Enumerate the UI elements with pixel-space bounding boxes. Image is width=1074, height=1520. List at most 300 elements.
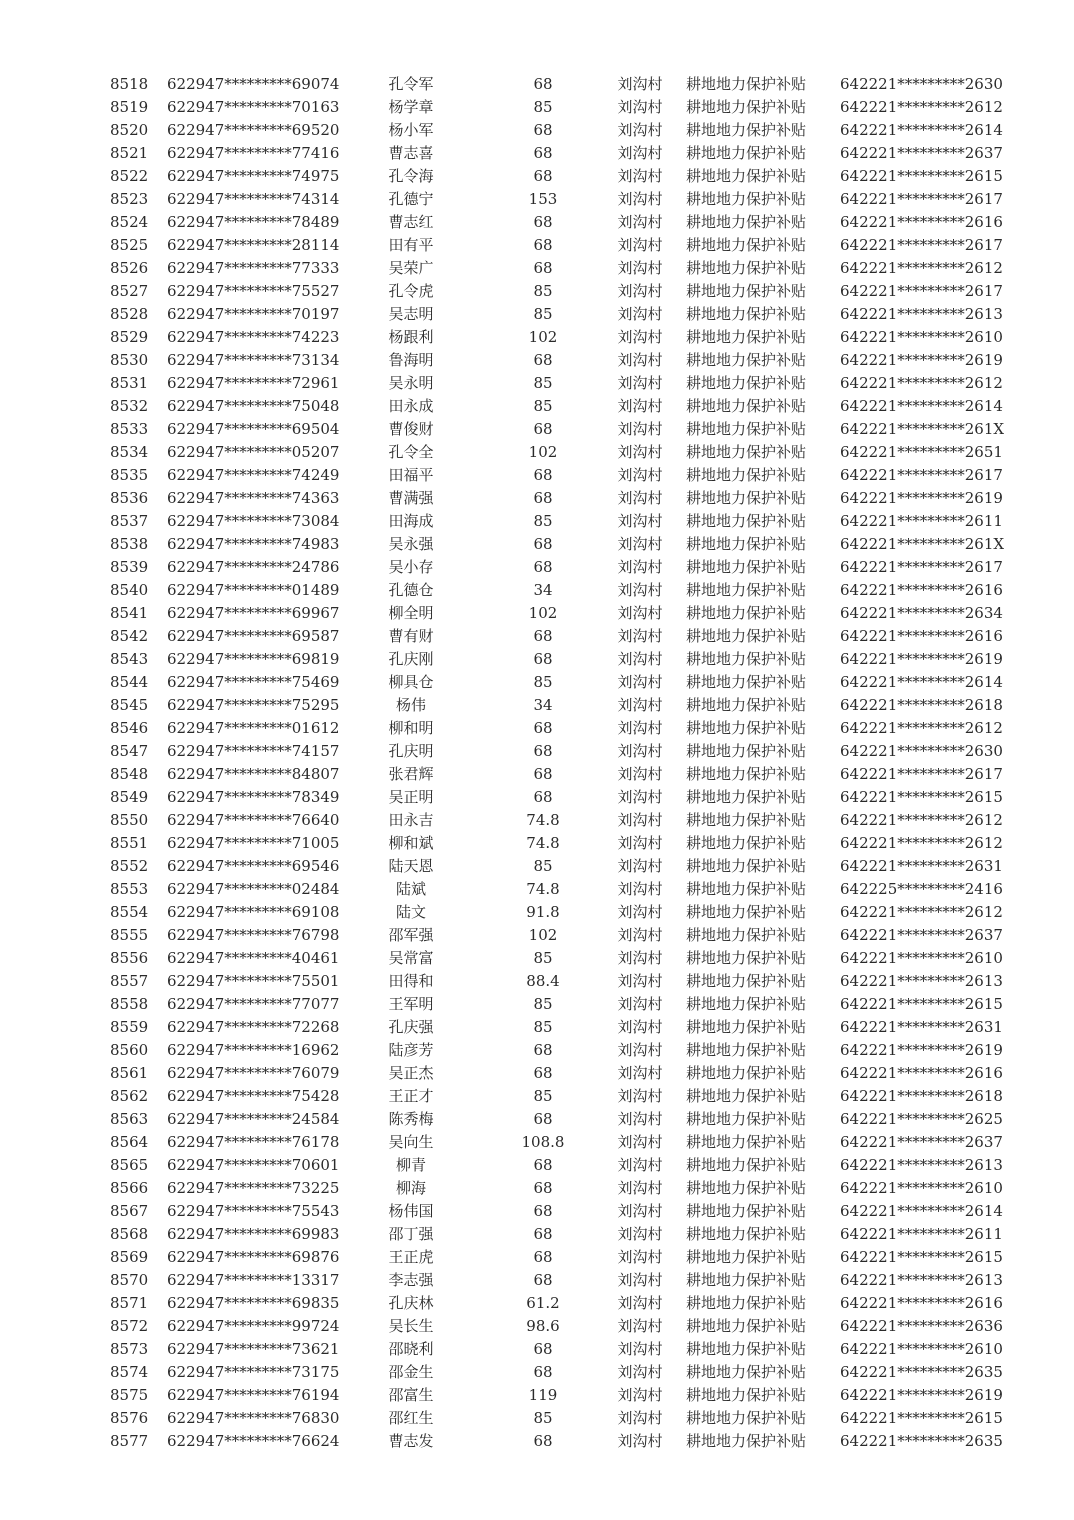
row-number: 8547 — [110, 742, 149, 760]
recipient-name: 吴常富 — [388, 949, 434, 967]
recipient-name: 柳和明 — [388, 719, 434, 737]
village-name: 刘沟村 — [617, 1432, 663, 1450]
village-name: 刘沟村 — [617, 926, 663, 944]
row-number: 8570 — [110, 1271, 149, 1289]
row-number: 8551 — [110, 834, 149, 852]
bank-card-number: 622947*********69520 — [167, 121, 340, 139]
recipient-name: 陆斌 — [395, 880, 426, 898]
id-number: 642225*********2416 — [840, 880, 1003, 898]
subsidy-amount: 68 — [533, 1041, 553, 1059]
subsidy-table — [0, 73, 1074, 1453]
id-number: 642221*********2614 — [840, 673, 1003, 691]
village-name: 刘沟村 — [617, 1317, 663, 1335]
bank-card-number: 622947*********74975 — [167, 167, 340, 185]
row-number: 8532 — [110, 397, 149, 415]
subsidy-item: 耕地地力保护补贴 — [686, 1087, 807, 1105]
id-number: 642221*********2612 — [840, 834, 1003, 852]
subsidy-amount: 68 — [533, 1202, 553, 1220]
village-name: 刘沟村 — [617, 742, 663, 760]
subsidy-item: 耕地地力保护补贴 — [686, 765, 807, 783]
table-row — [0, 1223, 1074, 1246]
subsidy-amount: 68 — [533, 788, 553, 806]
village-name: 刘沟村 — [617, 167, 663, 185]
subsidy-item: 耕地地力保护补贴 — [686, 1340, 807, 1358]
subsidy-amount: 68 — [533, 1225, 553, 1243]
recipient-name: 柳海 — [395, 1179, 426, 1197]
id-number: 642221*********2613 — [840, 972, 1003, 990]
recipient-name: 曹有财 — [388, 627, 434, 645]
recipient-name: 曹志红 — [388, 213, 434, 231]
village-name: 刘沟村 — [617, 1363, 663, 1381]
id-number: 642221*********2618 — [840, 1087, 1003, 1105]
village-name: 刘沟村 — [617, 1110, 663, 1128]
subsidy-item: 耕地地力保护补贴 — [686, 1271, 807, 1289]
table-row — [0, 855, 1074, 878]
village-name: 刘沟村 — [617, 1202, 663, 1220]
subsidy-item: 耕地地力保护补贴 — [686, 972, 807, 990]
table-row — [0, 165, 1074, 188]
row-number: 8524 — [110, 213, 149, 231]
table-row — [0, 1062, 1074, 1085]
subsidy-item: 耕地地力保护补贴 — [686, 995, 807, 1013]
recipient-name: 吴志明 — [388, 305, 434, 323]
table-row — [0, 96, 1074, 119]
subsidy-item: 耕地地力保护补贴 — [686, 581, 807, 599]
id-number: 642221*********2617 — [840, 558, 1003, 576]
subsidy-item: 耕地地力保护补贴 — [686, 259, 807, 277]
table-row — [0, 1407, 1074, 1430]
table-row — [0, 924, 1074, 947]
table-row — [0, 1154, 1074, 1177]
village-name: 刘沟村 — [617, 420, 663, 438]
recipient-name: 孔德宁 — [388, 190, 434, 208]
table-row — [0, 740, 1074, 763]
row-number: 8540 — [110, 581, 149, 599]
subsidy-amount: 68 — [533, 1110, 553, 1128]
village-name: 刘沟村 — [617, 282, 663, 300]
recipient-name: 吴荣广 — [388, 259, 434, 277]
subsidy-amount: 91.8 — [526, 903, 560, 921]
table-row — [0, 1315, 1074, 1338]
bank-card-number: 622947*********73134 — [167, 351, 340, 369]
bank-card-number: 622947*********70163 — [167, 98, 340, 116]
table-row — [0, 1384, 1074, 1407]
recipient-name: 曹满强 — [388, 489, 434, 507]
bank-card-number: 622947*********78349 — [167, 788, 340, 806]
id-number: 642221*********2612 — [840, 719, 1003, 737]
row-number: 8560 — [110, 1041, 149, 1059]
subsidy-item: 耕地地力保护补贴 — [686, 213, 807, 231]
recipient-name: 田有平 — [388, 236, 434, 254]
subsidy-amount: 68 — [533, 742, 553, 760]
row-number: 8545 — [110, 696, 149, 714]
subsidy-item: 耕地地力保护补贴 — [686, 1110, 807, 1128]
subsidy-amount: 153 — [528, 190, 558, 208]
bank-card-number: 622947*********70197 — [167, 305, 340, 323]
village-name: 刘沟村 — [617, 1271, 663, 1289]
row-number: 8561 — [110, 1064, 149, 1082]
village-name: 刘沟村 — [617, 443, 663, 461]
subsidy-item: 耕地地力保护补贴 — [686, 558, 807, 576]
bank-card-number: 622947*********40461 — [167, 949, 340, 967]
row-number: 8534 — [110, 443, 149, 461]
id-number: 642221*********2612 — [840, 98, 1003, 116]
village-name: 刘沟村 — [617, 351, 663, 369]
subsidy-item: 耕地地力保护补贴 — [686, 1064, 807, 1082]
row-number: 8556 — [110, 949, 149, 967]
village-name: 刘沟村 — [617, 236, 663, 254]
row-number: 8537 — [110, 512, 149, 530]
row-number: 8553 — [110, 880, 149, 898]
id-number: 642221*********2631 — [840, 857, 1003, 875]
recipient-name: 王正虎 — [388, 1248, 434, 1266]
village-name: 刘沟村 — [617, 1248, 663, 1266]
village-name: 刘沟村 — [617, 466, 663, 484]
recipient-name: 孔令全 — [388, 443, 434, 461]
row-number: 8576 — [110, 1409, 149, 1427]
recipient-name: 柳全明 — [388, 604, 434, 622]
recipient-name: 邵富生 — [388, 1386, 434, 1404]
subsidy-amount: 85 — [533, 1087, 553, 1105]
recipient-name: 李志强 — [388, 1271, 434, 1289]
village-name: 刘沟村 — [617, 328, 663, 346]
row-number: 8552 — [110, 857, 149, 875]
id-number: 642221*********2615 — [840, 995, 1003, 1013]
id-number: 642221*********2625 — [840, 1110, 1003, 1128]
subsidy-item: 耕地地力保护补贴 — [686, 98, 807, 116]
table-row — [0, 579, 1074, 602]
subsidy-item: 耕地地力保护补贴 — [686, 650, 807, 668]
recipient-name: 杨跟利 — [388, 328, 434, 346]
subsidy-item: 耕地地力保护补贴 — [686, 305, 807, 323]
village-name: 刘沟村 — [617, 627, 663, 645]
table-row — [0, 1016, 1074, 1039]
subsidy-amount: 102 — [528, 443, 558, 461]
id-number: 642221*********2614 — [840, 397, 1003, 415]
id-number: 642221*********2617 — [840, 765, 1003, 783]
village-name: 刘沟村 — [617, 765, 663, 783]
village-name: 刘沟村 — [617, 1133, 663, 1151]
subsidy-item: 耕地地力保护补贴 — [686, 236, 807, 254]
table-row — [0, 257, 1074, 280]
id-number: 642221*********2611 — [840, 1225, 1003, 1243]
table-row — [0, 1338, 1074, 1361]
id-number: 642221*********2619 — [840, 1041, 1003, 1059]
row-number: 8572 — [110, 1317, 149, 1335]
id-number: 642221*********2619 — [840, 650, 1003, 668]
row-number: 8538 — [110, 535, 149, 553]
table-row — [0, 878, 1074, 901]
table-row — [0, 1430, 1074, 1453]
village-name: 刘沟村 — [617, 1386, 663, 1404]
table-row — [0, 326, 1074, 349]
recipient-name: 张君辉 — [388, 765, 434, 783]
table-row — [0, 349, 1074, 372]
id-number: 642221*********2635 — [840, 1363, 1003, 1381]
subsidy-item: 耕地地力保护补贴 — [686, 1248, 807, 1266]
subsidy-item: 耕地地力保护补贴 — [686, 604, 807, 622]
row-number: 8567 — [110, 1202, 149, 1220]
recipient-name: 孔庆刚 — [388, 650, 434, 668]
row-number: 8518 — [110, 75, 149, 93]
bank-card-number: 622947*********01489 — [167, 581, 340, 599]
village-name: 刘沟村 — [617, 811, 663, 829]
bank-card-number: 622947*********71005 — [167, 834, 340, 852]
subsidy-amount: 85 — [533, 397, 553, 415]
village-name: 刘沟村 — [617, 1087, 663, 1105]
village-name: 刘沟村 — [617, 1018, 663, 1036]
row-number: 8528 — [110, 305, 149, 323]
row-number: 8527 — [110, 282, 149, 300]
table-row — [0, 487, 1074, 510]
subsidy-item: 耕地地力保护补贴 — [686, 719, 807, 737]
id-number: 642221*********2616 — [840, 213, 1003, 231]
subsidy-amount: 102 — [528, 604, 558, 622]
bank-card-number: 622947*********02484 — [167, 880, 340, 898]
table-row — [0, 763, 1074, 786]
row-number: 8519 — [110, 98, 149, 116]
village-name: 刘沟村 — [617, 1179, 663, 1197]
village-name: 刘沟村 — [617, 1041, 663, 1059]
row-number: 8571 — [110, 1294, 149, 1312]
table-row — [0, 832, 1074, 855]
recipient-name: 杨伟国 — [388, 1202, 434, 1220]
recipient-name: 曹志喜 — [388, 144, 434, 162]
bank-card-number: 622947*********74249 — [167, 466, 340, 484]
subsidy-item: 耕地地力保护补贴 — [686, 121, 807, 139]
subsidy-item: 耕地地力保护补贴 — [686, 282, 807, 300]
subsidy-amount: 88.4 — [526, 972, 560, 990]
village-name: 刘沟村 — [617, 1156, 663, 1174]
table-row — [0, 602, 1074, 625]
row-number: 8559 — [110, 1018, 149, 1036]
table-row — [0, 1131, 1074, 1154]
bank-card-number: 622947*********05207 — [167, 443, 340, 461]
village-name: 刘沟村 — [617, 489, 663, 507]
table-row — [0, 188, 1074, 211]
bank-card-number: 622947*********16962 — [167, 1041, 340, 1059]
id-number: 642221*********2636 — [840, 1317, 1003, 1335]
id-number: 642221*********2617 — [840, 282, 1003, 300]
recipient-name: 邵军强 — [388, 926, 434, 944]
row-number: 8577 — [110, 1432, 149, 1450]
row-number: 8558 — [110, 995, 149, 1013]
id-number: 642221*********2610 — [840, 328, 1003, 346]
row-number: 8565 — [110, 1156, 149, 1174]
subsidy-amount: 68 — [533, 558, 553, 576]
subsidy-amount: 74.8 — [526, 811, 560, 829]
id-number: 642221*********2616 — [840, 1064, 1003, 1082]
village-name: 刘沟村 — [617, 1064, 663, 1082]
subsidy-amount: 85 — [533, 1018, 553, 1036]
id-number: 642221*********2615 — [840, 1409, 1003, 1427]
row-number: 8549 — [110, 788, 149, 806]
table-row — [0, 119, 1074, 142]
recipient-name: 田海成 — [388, 512, 434, 530]
subsidy-amount: 68 — [533, 1363, 553, 1381]
village-name: 刘沟村 — [617, 857, 663, 875]
bank-card-number: 622947*********69835 — [167, 1294, 340, 1312]
recipient-name: 曹志发 — [388, 1432, 434, 1450]
table-row — [0, 694, 1074, 717]
subsidy-item: 耕地地力保护补贴 — [686, 1317, 807, 1335]
row-number: 8573 — [110, 1340, 149, 1358]
village-name: 刘沟村 — [617, 1409, 663, 1427]
recipient-name: 吴长生 — [388, 1317, 434, 1335]
row-number: 8566 — [110, 1179, 149, 1197]
recipient-name: 田永成 — [388, 397, 434, 415]
id-number: 642221*********2613 — [840, 1271, 1003, 1289]
village-name: 刘沟村 — [617, 1225, 663, 1243]
subsidy-item: 耕地地力保护补贴 — [686, 489, 807, 507]
id-number: 642221*********2612 — [840, 903, 1003, 921]
subsidy-amount: 108.8 — [521, 1133, 565, 1151]
bank-card-number: 622947*********72961 — [167, 374, 340, 392]
bank-card-number: 622947*********75048 — [167, 397, 340, 415]
bank-card-number: 622947*********76640 — [167, 811, 340, 829]
subsidy-amount: 68 — [533, 121, 553, 139]
row-number: 8541 — [110, 604, 149, 622]
row-number: 8542 — [110, 627, 149, 645]
id-number: 642221*********2617 — [840, 236, 1003, 254]
row-number: 8533 — [110, 420, 149, 438]
table-row — [0, 556, 1074, 579]
bank-card-number: 622947*********99724 — [167, 1317, 340, 1335]
row-number: 8539 — [110, 558, 149, 576]
table-row — [0, 1108, 1074, 1131]
subsidy-amount: 74.8 — [526, 880, 560, 898]
village-name: 刘沟村 — [617, 98, 663, 116]
recipient-name: 邵丁强 — [388, 1225, 434, 1243]
village-name: 刘沟村 — [617, 903, 663, 921]
bank-card-number: 622947*********13317 — [167, 1271, 340, 1289]
id-number: 642221*********2634 — [840, 604, 1003, 622]
subsidy-amount: 68 — [533, 1248, 553, 1266]
table-row — [0, 372, 1074, 395]
village-name: 刘沟村 — [617, 144, 663, 162]
subsidy-amount: 68 — [533, 1156, 553, 1174]
village-name: 刘沟村 — [617, 121, 663, 139]
bank-card-number: 622947*********73175 — [167, 1363, 340, 1381]
subsidy-amount: 85 — [533, 512, 553, 530]
bank-card-number: 622947*********74157 — [167, 742, 340, 760]
recipient-name: 杨小军 — [388, 121, 434, 139]
subsidy-amount: 68 — [533, 719, 553, 737]
recipient-name: 陆彦芳 — [388, 1041, 434, 1059]
table-row — [0, 303, 1074, 326]
table-row — [0, 648, 1074, 671]
subsidy-item: 耕地地力保护补贴 — [686, 1294, 807, 1312]
row-number: 8544 — [110, 673, 149, 691]
row-number: 8536 — [110, 489, 149, 507]
subsidy-item: 耕地地力保护补贴 — [686, 788, 807, 806]
bank-card-number: 622947*********73621 — [167, 1340, 340, 1358]
id-number: 642221*********2637 — [840, 144, 1003, 162]
bank-card-number: 622947*********72268 — [167, 1018, 340, 1036]
subsidy-amount: 68 — [533, 1064, 553, 1082]
subsidy-item: 耕地地力保护补贴 — [686, 742, 807, 760]
bank-card-number: 622947*********84807 — [167, 765, 340, 783]
table-row — [0, 441, 1074, 464]
row-number: 8568 — [110, 1225, 149, 1243]
subsidy-item: 耕地地力保护补贴 — [686, 1018, 807, 1036]
recipient-name: 陆文 — [395, 903, 426, 921]
subsidy-item: 耕地地力保护补贴 — [686, 1133, 807, 1151]
table-row — [0, 947, 1074, 970]
subsidy-amount: 61.2 — [526, 1294, 560, 1312]
village-name: 刘沟村 — [617, 949, 663, 967]
village-name: 刘沟村 — [617, 259, 663, 277]
subsidy-amount: 68 — [533, 489, 553, 507]
id-number: 642221*********261X — [840, 535, 1005, 553]
id-number: 642221*********2613 — [840, 305, 1003, 323]
subsidy-amount: 34 — [533, 581, 553, 599]
recipient-name: 柳青 — [395, 1156, 426, 1174]
subsidy-item: 耕地地力保护补贴 — [686, 1386, 807, 1404]
row-number: 8522 — [110, 167, 149, 185]
row-number: 8548 — [110, 765, 149, 783]
subsidy-amount: 98.6 — [526, 1317, 560, 1335]
row-number: 8546 — [110, 719, 149, 737]
id-number: 642221*********2610 — [840, 1179, 1003, 1197]
row-number: 8531 — [110, 374, 149, 392]
table-row — [0, 142, 1074, 165]
row-number: 8521 — [110, 144, 149, 162]
bank-card-number: 622947*********75527 — [167, 282, 340, 300]
bank-card-number: 622947*********77077 — [167, 995, 340, 1013]
subsidy-amount: 68 — [533, 627, 553, 645]
subsidy-amount: 85 — [533, 949, 553, 967]
bank-card-number: 622947*********74223 — [167, 328, 340, 346]
bank-card-number: 622947*********77416 — [167, 144, 340, 162]
table-row — [0, 533, 1074, 556]
subsidy-item: 耕地地力保护补贴 — [686, 1432, 807, 1450]
village-name: 刘沟村 — [617, 1340, 663, 1358]
id-number: 642221*********2615 — [840, 788, 1003, 806]
recipient-name: 孔令虎 — [388, 282, 434, 300]
subsidy-amount: 119 — [528, 1386, 558, 1404]
recipient-name: 曹俊财 — [388, 420, 434, 438]
subsidy-amount: 68 — [533, 765, 553, 783]
subsidy-amount: 68 — [533, 1271, 553, 1289]
bank-card-number: 622947*********74363 — [167, 489, 340, 507]
row-number: 8543 — [110, 650, 149, 668]
recipient-name: 柳具仓 — [388, 673, 434, 691]
row-number: 8520 — [110, 121, 149, 139]
subsidy-item: 耕地地力保护补贴 — [686, 1041, 807, 1059]
table-row — [0, 1269, 1074, 1292]
subsidy-amount: 68 — [533, 75, 553, 93]
recipient-name: 鲁海明 — [388, 351, 434, 369]
id-number: 642221*********2615 — [840, 167, 1003, 185]
bank-card-number: 622947*********69074 — [167, 75, 340, 93]
subsidy-item: 耕地地力保护补贴 — [686, 1363, 807, 1381]
subsidy-item: 耕地地力保护补贴 — [686, 696, 807, 714]
bank-card-number: 622947*********76624 — [167, 1432, 340, 1450]
id-number: 642221*********2614 — [840, 121, 1003, 139]
subsidy-amount: 68 — [533, 420, 553, 438]
village-name: 刘沟村 — [617, 75, 663, 93]
recipient-name: 吴永强 — [388, 535, 434, 553]
subsidy-item: 耕地地力保护补贴 — [686, 397, 807, 415]
subsidy-amount: 85 — [533, 374, 553, 392]
recipient-name: 邵金生 — [388, 1363, 434, 1381]
id-number: 642221*********2618 — [840, 696, 1003, 714]
id-number: 642221*********2619 — [840, 351, 1003, 369]
id-number: 642221*********2612 — [840, 811, 1003, 829]
village-name: 刘沟村 — [617, 1294, 663, 1312]
recipient-name: 田得和 — [388, 972, 434, 990]
